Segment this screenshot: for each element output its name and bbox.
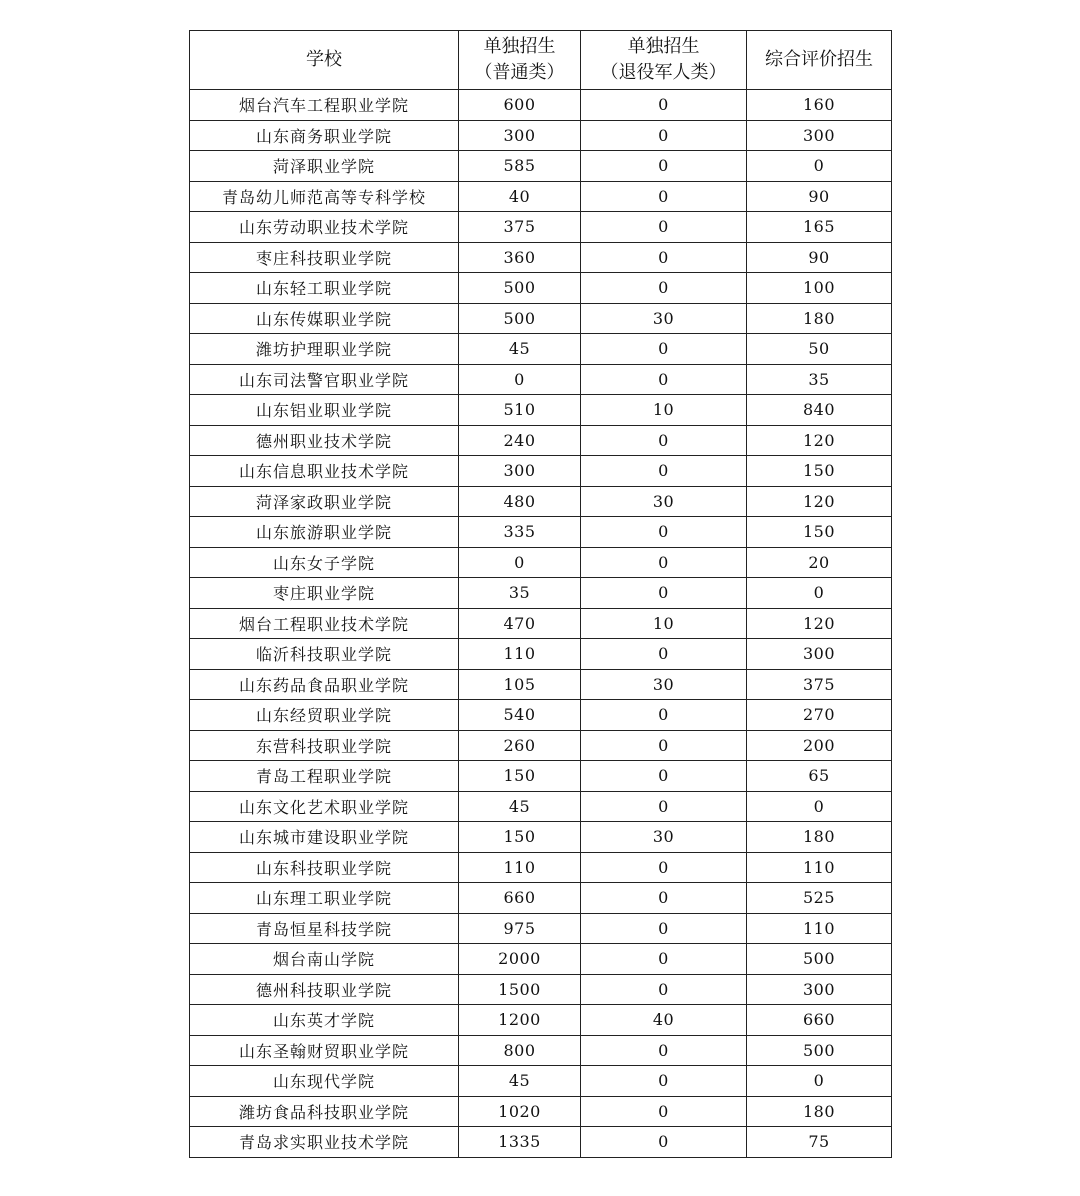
table-row <box>190 822 892 853</box>
school-cell: 青岛求实职业技术学院 <box>190 1127 459 1158</box>
table-row <box>190 944 892 975</box>
independent-general-cell: 240 <box>459 425 581 456</box>
independent-general-cell: 470 <box>459 608 581 639</box>
table-body <box>190 90 892 1158</box>
header-comprehensive-evaluation: 综合评价招生 <box>747 31 892 90</box>
independent-general-cell: 300 <box>459 456 581 487</box>
comprehensive-evaluation-cell: 90 <box>747 181 892 212</box>
independent-general-cell: 45 <box>459 1066 581 1097</box>
independent-general-cell: 1500 <box>459 974 581 1005</box>
independent-general-cell: 260 <box>459 730 581 761</box>
table-row <box>190 974 892 1005</box>
table-row <box>190 547 892 578</box>
independent-veterans-cell: 0 <box>581 151 747 182</box>
table-row <box>190 639 892 670</box>
school-cell: 德州职业技术学院 <box>190 425 459 456</box>
comprehensive-evaluation-cell: 180 <box>747 822 892 853</box>
school-cell: 青岛恒星科技学院 <box>190 913 459 944</box>
independent-general-cell: 150 <box>459 822 581 853</box>
independent-veterans-cell: 0 <box>581 334 747 365</box>
table-row <box>190 700 892 731</box>
table-row <box>190 242 892 273</box>
independent-veterans-cell: 0 <box>581 852 747 883</box>
independent-veterans-cell: 0 <box>581 730 747 761</box>
comprehensive-evaluation-cell: 840 <box>747 395 892 426</box>
table-row <box>190 364 892 395</box>
school-cell: 枣庄职业学院 <box>190 578 459 609</box>
comprehensive-evaluation-cell: 300 <box>747 120 892 151</box>
independent-general-cell: 35 <box>459 578 581 609</box>
header-independent-veterans: 单独招生 （退役军人类） <box>581 31 747 90</box>
independent-general-cell: 105 <box>459 669 581 700</box>
independent-veterans-cell: 40 <box>581 1005 747 1036</box>
independent-general-cell: 1200 <box>459 1005 581 1036</box>
comprehensive-evaluation-cell: 180 <box>747 303 892 334</box>
independent-veterans-cell: 0 <box>581 547 747 578</box>
school-cell: 潍坊护理职业学院 <box>190 334 459 365</box>
independent-general-cell: 660 <box>459 883 581 914</box>
comprehensive-evaluation-cell: 270 <box>747 700 892 731</box>
school-cell: 山东商务职业学院 <box>190 120 459 151</box>
independent-veterans-cell: 0 <box>581 1096 747 1127</box>
school-cell: 山东英才学院 <box>190 1005 459 1036</box>
comprehensive-evaluation-cell: 660 <box>747 1005 892 1036</box>
table-row <box>190 669 892 700</box>
comprehensive-evaluation-cell: 150 <box>747 517 892 548</box>
table-row <box>190 1035 892 1066</box>
table-row <box>190 425 892 456</box>
school-cell: 山东铝业职业学院 <box>190 395 459 426</box>
table-row <box>190 517 892 548</box>
table-row <box>190 303 892 334</box>
table-row <box>190 120 892 151</box>
independent-veterans-cell: 0 <box>581 120 747 151</box>
comprehensive-evaluation-cell: 375 <box>747 669 892 700</box>
independent-general-cell: 540 <box>459 700 581 731</box>
school-cell: 东营科技职业学院 <box>190 730 459 761</box>
comprehensive-evaluation-cell: 300 <box>747 974 892 1005</box>
school-cell: 山东轻工职业学院 <box>190 273 459 304</box>
school-cell: 菏泽职业学院 <box>190 151 459 182</box>
comprehensive-evaluation-cell: 120 <box>747 608 892 639</box>
table-row <box>190 334 892 365</box>
independent-veterans-cell: 10 <box>581 395 747 426</box>
independent-veterans-cell: 0 <box>581 639 747 670</box>
school-cell: 山东文化艺术职业学院 <box>190 791 459 822</box>
table-row <box>190 1096 892 1127</box>
independent-general-cell: 1020 <box>459 1096 581 1127</box>
independent-general-cell: 360 <box>459 242 581 273</box>
comprehensive-evaluation-cell: 20 <box>747 547 892 578</box>
comprehensive-evaluation-cell: 110 <box>747 913 892 944</box>
independent-general-cell: 110 <box>459 852 581 883</box>
table-row <box>190 181 892 212</box>
school-cell: 山东传媒职业学院 <box>190 303 459 334</box>
independent-general-cell: 0 <box>459 364 581 395</box>
independent-veterans-cell: 0 <box>581 517 747 548</box>
comprehensive-evaluation-cell: 300 <box>747 639 892 670</box>
independent-veterans-cell: 0 <box>581 1127 747 1158</box>
header-independent-general: 单独招生 （普通类） <box>459 31 581 90</box>
table-row <box>190 883 892 914</box>
table-row <box>190 913 892 944</box>
comprehensive-evaluation-cell: 100 <box>747 273 892 304</box>
table-row <box>190 608 892 639</box>
table-row <box>190 273 892 304</box>
independent-veterans-cell: 0 <box>581 181 747 212</box>
independent-veterans-cell: 0 <box>581 1035 747 1066</box>
independent-general-cell: 510 <box>459 395 581 426</box>
independent-general-cell: 45 <box>459 334 581 365</box>
independent-veterans-cell: 30 <box>581 303 747 334</box>
table-row <box>190 90 892 121</box>
table-row <box>190 578 892 609</box>
comprehensive-evaluation-cell: 0 <box>747 578 892 609</box>
comprehensive-evaluation-cell: 50 <box>747 334 892 365</box>
independent-general-cell: 585 <box>459 151 581 182</box>
independent-general-cell: 975 <box>459 913 581 944</box>
comprehensive-evaluation-cell: 525 <box>747 883 892 914</box>
school-cell: 山东理工职业学院 <box>190 883 459 914</box>
independent-general-cell: 0 <box>459 547 581 578</box>
school-cell: 菏泽家政职业学院 <box>190 486 459 517</box>
independent-veterans-cell: 30 <box>581 822 747 853</box>
independent-general-cell: 500 <box>459 273 581 304</box>
comprehensive-evaluation-cell: 120 <box>747 486 892 517</box>
school-cell: 临沂科技职业学院 <box>190 639 459 670</box>
table-row <box>190 395 892 426</box>
comprehensive-evaluation-cell: 75 <box>747 1127 892 1158</box>
school-cell: 山东劳动职业技术学院 <box>190 212 459 243</box>
independent-general-cell: 335 <box>459 517 581 548</box>
independent-general-cell: 300 <box>459 120 581 151</box>
comprehensive-evaluation-cell: 500 <box>747 1035 892 1066</box>
school-cell: 青岛工程职业学院 <box>190 761 459 792</box>
comprehensive-evaluation-cell: 65 <box>747 761 892 792</box>
comprehensive-evaluation-cell: 165 <box>747 212 892 243</box>
independent-veterans-cell: 0 <box>581 578 747 609</box>
table-row <box>190 730 892 761</box>
comprehensive-evaluation-cell: 110 <box>747 852 892 883</box>
independent-general-cell: 40 <box>459 181 581 212</box>
table-header-row <box>190 31 892 90</box>
independent-veterans-cell: 30 <box>581 669 747 700</box>
school-cell: 潍坊食品科技职业学院 <box>190 1096 459 1127</box>
school-cell: 青岛幼儿师范高等专科学校 <box>190 181 459 212</box>
independent-veterans-cell: 0 <box>581 425 747 456</box>
independent-veterans-cell: 30 <box>581 486 747 517</box>
school-cell: 山东现代学院 <box>190 1066 459 1097</box>
school-cell: 枣庄科技职业学院 <box>190 242 459 273</box>
independent-general-cell: 1335 <box>459 1127 581 1158</box>
enrollment-table <box>189 30 892 1158</box>
comprehensive-evaluation-cell: 35 <box>747 364 892 395</box>
table-row <box>190 486 892 517</box>
independent-veterans-cell: 0 <box>581 1066 747 1097</box>
independent-general-cell: 800 <box>459 1035 581 1066</box>
independent-general-cell: 150 <box>459 761 581 792</box>
independent-veterans-cell: 0 <box>581 944 747 975</box>
school-cell: 山东信息职业技术学院 <box>190 456 459 487</box>
table-row <box>190 791 892 822</box>
comprehensive-evaluation-cell: 500 <box>747 944 892 975</box>
comprehensive-evaluation-cell: 200 <box>747 730 892 761</box>
independent-general-cell: 375 <box>459 212 581 243</box>
independent-veterans-cell: 0 <box>581 913 747 944</box>
school-cell: 山东女子学院 <box>190 547 459 578</box>
independent-veterans-cell: 0 <box>581 242 747 273</box>
school-cell: 山东药品食品职业学院 <box>190 669 459 700</box>
table-row <box>190 151 892 182</box>
school-cell: 烟台工程职业技术学院 <box>190 608 459 639</box>
independent-general-cell: 600 <box>459 90 581 121</box>
school-cell: 山东经贸职业学院 <box>190 700 459 731</box>
school-cell: 山东旅游职业学院 <box>190 517 459 548</box>
comprehensive-evaluation-cell: 150 <box>747 456 892 487</box>
independent-veterans-cell: 0 <box>581 90 747 121</box>
comprehensive-evaluation-cell: 180 <box>747 1096 892 1127</box>
comprehensive-evaluation-cell: 120 <box>747 425 892 456</box>
table-row <box>190 212 892 243</box>
enrollment-table-container <box>189 30 891 1158</box>
table-row <box>190 456 892 487</box>
independent-general-cell: 45 <box>459 791 581 822</box>
comprehensive-evaluation-cell: 0 <box>747 791 892 822</box>
independent-veterans-cell: 0 <box>581 364 747 395</box>
table-row <box>190 1005 892 1036</box>
table-row <box>190 761 892 792</box>
school-cell: 烟台汽车工程职业学院 <box>190 90 459 121</box>
independent-veterans-cell: 0 <box>581 974 747 1005</box>
independent-veterans-cell: 0 <box>581 212 747 243</box>
independent-general-cell: 110 <box>459 639 581 670</box>
independent-general-cell: 2000 <box>459 944 581 975</box>
school-cell: 烟台南山学院 <box>190 944 459 975</box>
table-row <box>190 1127 892 1158</box>
independent-veterans-cell: 0 <box>581 700 747 731</box>
comprehensive-evaluation-cell: 160 <box>747 90 892 121</box>
school-cell: 山东司法警官职业学院 <box>190 364 459 395</box>
school-cell: 山东圣翰财贸职业学院 <box>190 1035 459 1066</box>
independent-general-cell: 480 <box>459 486 581 517</box>
independent-veterans-cell: 0 <box>581 791 747 822</box>
table-row <box>190 1066 892 1097</box>
header-school: 学校 <box>190 31 459 90</box>
independent-veterans-cell: 0 <box>581 761 747 792</box>
independent-veterans-cell: 10 <box>581 608 747 639</box>
table-row <box>190 852 892 883</box>
independent-general-cell: 500 <box>459 303 581 334</box>
school-cell: 山东城市建设职业学院 <box>190 822 459 853</box>
independent-veterans-cell: 0 <box>581 883 747 914</box>
independent-veterans-cell: 0 <box>581 273 747 304</box>
comprehensive-evaluation-cell: 0 <box>747 151 892 182</box>
independent-veterans-cell: 0 <box>581 456 747 487</box>
school-cell: 德州科技职业学院 <box>190 974 459 1005</box>
comprehensive-evaluation-cell: 0 <box>747 1066 892 1097</box>
comprehensive-evaluation-cell: 90 <box>747 242 892 273</box>
school-cell: 山东科技职业学院 <box>190 852 459 883</box>
